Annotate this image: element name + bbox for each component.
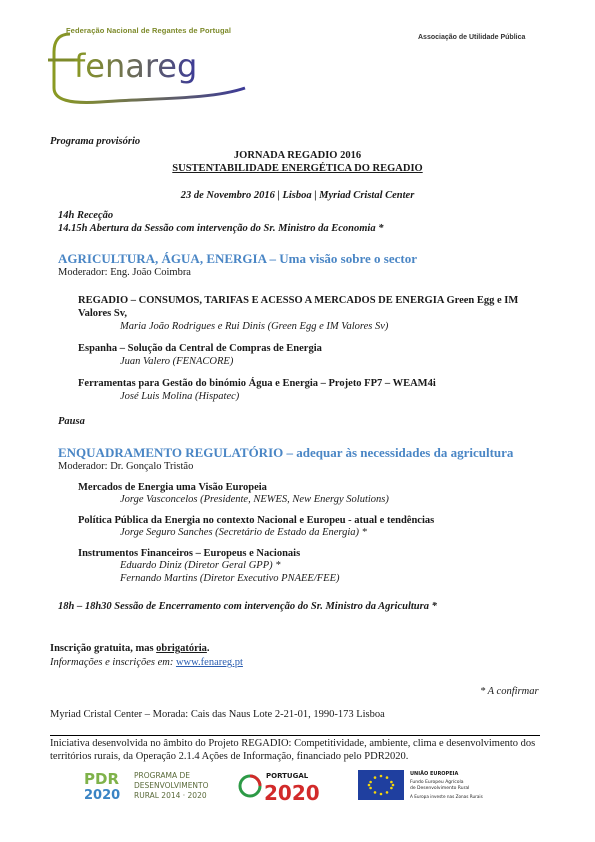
association-label: Associação de Utilidade Pública <box>418 34 526 41</box>
session2-talk1-speaker: Jorge Vasconcelos (Presidente, NEWES, New Energy Solutions) <box>120 494 389 505</box>
svg-text:2020: 2020 <box>264 781 320 802</box>
session1-talk3-speaker: José Luis Molina (Hispatec) <box>120 391 240 402</box>
session2-talk2-title: Política Pública da Energia no contexto Nacional e Europeu - atual e tendências <box>78 515 435 526</box>
session1-talk2-title: Espanha – Solução da Central de Compras de Energia <box>78 343 322 354</box>
fenareg-logo <box>40 28 270 108</box>
footer-divider <box>50 735 540 736</box>
to-confirm-note: * A confirmar <box>480 686 539 697</box>
svg-text:Fundo Europeu Agrícola: Fundo Europeu Agrícola <box>410 780 464 785</box>
svg-text:de Desenvolvimento Rural: de Desenvolvimento Rural <box>410 786 470 791</box>
registration-suffix: . <box>206 643 210 654</box>
session1-talk2-speaker: Juan Valero (FENACORE) <box>120 356 234 367</box>
registration-info <box>50 657 243 668</box>
session1-title-main: AGRICULTURA, ÁGUA, ENERGIA <box>58 251 267 266</box>
session2-title <box>58 445 513 461</box>
session1-talk1-title: REGADIO – CONSUMOS, TARIFAS E ACESSO A MERCADOS DE ENERGIA Green Egg e IM Valores Sv, <box>78 295 519 319</box>
session2-talk3-speaker1: Eduardo Diniz (Diretor Geral GPP) * <box>120 560 281 571</box>
pdr2020-logo <box>82 768 222 807</box>
session2-talk2-speaker: Jorge Seguro Sanches (Secretário de Estado da Energia) * <box>120 527 367 538</box>
eu-logo <box>358 768 498 807</box>
federation-name: Federação Nacional de Regantes de Portugal <box>66 26 232 35</box>
opening-reception: 14h Receção <box>58 210 114 221</box>
session1-title-rest: – Uma visão sobre o sector <box>266 251 417 266</box>
program-label: Programa provisório <box>50 136 141 147</box>
pause-label: Pausa <box>58 416 85 427</box>
svg-text:PORTUGAL: PORTUGAL <box>266 772 309 780</box>
svg-text:PDR: PDR <box>84 770 119 788</box>
registration-mandatory: obrigatória <box>156 643 207 654</box>
session2-talk1-title: Mercados de Energia uma Visão Europeia <box>78 482 267 493</box>
logo-wordmark: fenareg <box>74 47 198 85</box>
registration-info-prefix: Informações e inscrições em: <box>50 657 176 668</box>
footer-text: Iniciativa desenvolvida no âmbito do Projeto REGADIO: Competitividade, ambiente, clima e desenvolvimento dos territórios rurais, da Operação 2.1.4 Ações de Informação, financiado pelo PDR2020. <box>50 738 536 762</box>
svg-text:PROGRAMA DE: PROGRAMA DE <box>134 771 190 780</box>
registration-line <box>50 643 210 654</box>
session1-talk1-speaker: Maria João Rodrigues e Rui Dinis (Green Egg e IM Valores Sv) <box>120 321 389 332</box>
session1-talk3-title: Ferramentas para Gestão do binómio Água e Energia – Projeto FP7 – WEAM4i <box>78 378 436 389</box>
event-date-place: 23 de Novembro 2016 | Lisboa | Myriad Cristal Center <box>180 190 415 201</box>
session2-title-rest: – adequar às necessidades da agricultura <box>283 445 514 460</box>
svg-text:RURAL 2014 · 2020: RURAL 2014 · 2020 <box>134 791 207 800</box>
session2-talk3-title: Instrumentos Financeiros – Europeus e Nacionais <box>78 548 301 559</box>
event-title: JORNADA REGADIO 2016 <box>233 150 362 161</box>
session1-title <box>58 251 417 267</box>
session2-title-main: ENQUADRAMENTO REGULATÓRIO <box>58 445 284 460</box>
svg-text:A Europa investe nas Zonas Rur: A Europa investe nas Zonas Rurais <box>410 794 483 799</box>
fenareg-link[interactable]: www.fenareg.pt <box>175 657 243 668</box>
svg-text:UNIÃO EUROPEIA: UNIÃO EUROPEIA <box>410 771 459 777</box>
svg-text:2020: 2020 <box>84 788 121 802</box>
session1-moderator: Moderador: Eng. João Coimbra <box>58 267 191 278</box>
event-subtitle: SUSTENTABILIDADE ENERGÉTICA DO REGADIO <box>172 163 423 174</box>
portugal2020-logo <box>238 768 338 807</box>
session2-talk3-speaker2: Fernando Martins (Diretor Executivo PNAEE/FEE) <box>120 573 340 584</box>
closing-session: 18h – 18h30 Sessão de Encerramento com intervenção do Sr. Ministro da Agricultura * <box>58 601 437 612</box>
session2-moderator: Moderador: Dr. Gonçalo Tristão <box>58 461 194 472</box>
address: Myriad Cristal Center – Morada: Cais das Naus Lote 2-21-01, 1990-173 Lisboa <box>50 709 385 720</box>
svg-text:DESENVOLVIMENTO: DESENVOLVIMENTO <box>134 781 209 790</box>
registration-prefix: Inscrição gratuita, mas <box>50 643 157 654</box>
opening-session: 14.15h Abertura da Sessão com intervenção do Sr. Ministro da Economia * <box>58 223 384 234</box>
